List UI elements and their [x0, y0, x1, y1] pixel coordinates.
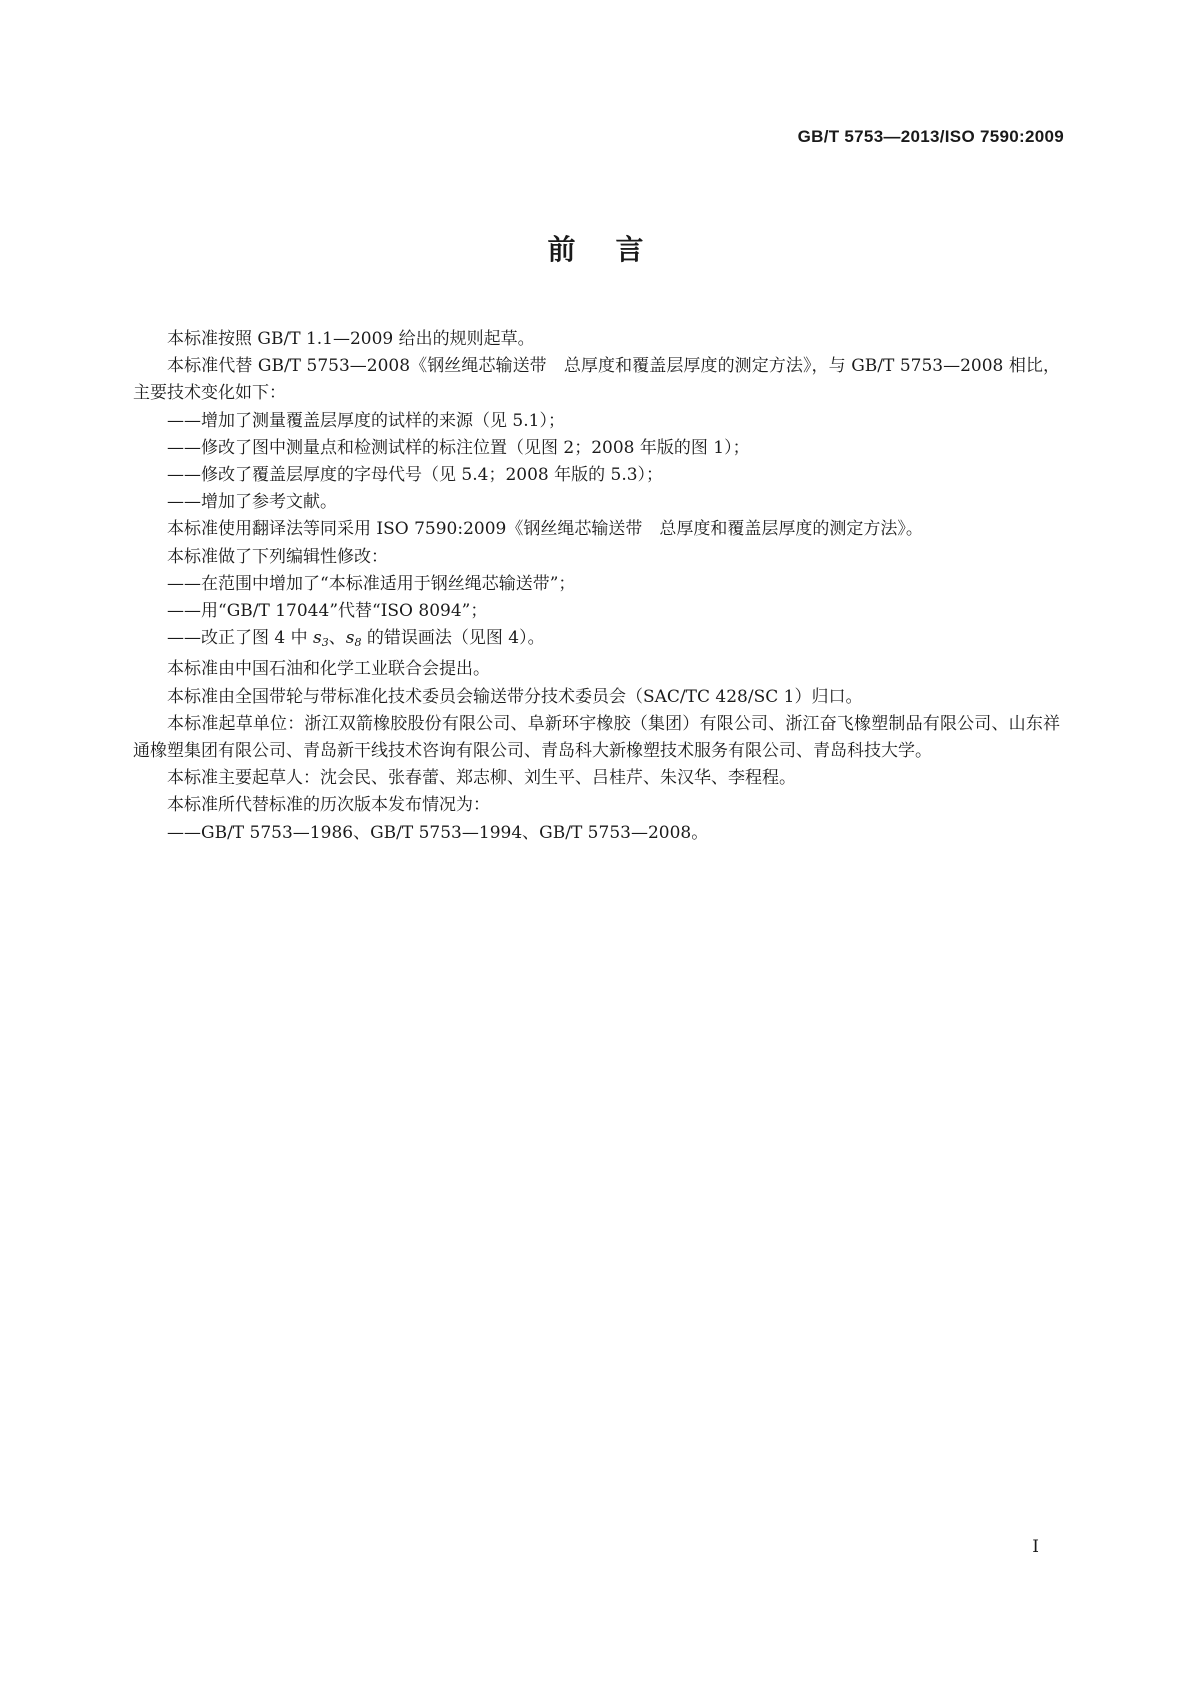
- erratum-suffix: 的错误画法（见图 4）。: [361, 628, 545, 649]
- page-number: I: [1032, 1537, 1039, 1557]
- erratum-prefix: ——改正了图 4 中: [167, 628, 314, 649]
- list-item: ——增加了测量覆盖层厚度的试样的来源（见 5.1）；: [167, 410, 565, 431]
- list-item: ——修改了图中测量点和检测试样的标注位置（见图 2；2008 年版的图 1）；: [167, 437, 750, 458]
- paragraph: 本标准做了下列编辑性修改：: [167, 546, 388, 567]
- page-title: 前言: [547, 233, 684, 266]
- subscript: 3: [321, 636, 329, 650]
- paragraph: 本标准按照 GB/T 1.1—2009 给出的规则起草。: [167, 329, 535, 349]
- paragraph: 本标准起草单位：浙江双箭橡胶股份有限公司、阜新环宇橡胶（集团）有限公司、浙江奋飞橡塑制品有限公司、山东祥通橡塑集团有限公司、青岛新干线技术咨询有限公司、青岛科大新橡塑技术服务有限公司、青岛科技大学。: [133, 713, 1060, 762]
- paragraph: 本标准主要起草人：沈会民、张春蕾、郑志柳、刘生平、吕桂芹、朱汉华、李程程。: [167, 768, 796, 789]
- paragraph: 本标准由全国带轮与带标准化技术委员会输送带分技术委员会（SAC/TC 428/SC 1）归口。: [167, 686, 863, 707]
- subscript: 8: [354, 636, 362, 650]
- list-item: ——增加了参考文献。: [167, 492, 337, 513]
- list-item-erratum: [133, 625, 1060, 656]
- separator: 、: [328, 628, 346, 649]
- symbol-s: s: [313, 628, 322, 649]
- list-item: ——GB/T 5753—1986、GB/T 5753—1994、GB/T 5753—2008。: [167, 822, 709, 843]
- list-item: ——用“GB/T 17044”代替“ISO 8094”；: [167, 601, 488, 622]
- paragraph: 本标准使用翻译法等同采用 ISO 7590:2009《钢丝绳芯输送带 总厚度和覆盖层厚度的测定方法》。: [167, 519, 923, 540]
- foreword-body: [133, 326, 1060, 847]
- symbol-s: s: [345, 628, 355, 649]
- paragraph: 本标准由中国石油和化学工业联合会提出。: [167, 659, 490, 680]
- paragraph: 本标准所代替标准的历次版本发布情况为：: [167, 795, 490, 816]
- standard-code-header: GB/T 5753—2013/ISO 7590:2009: [797, 127, 1064, 146]
- paragraph: 本标准代替 GB/T 5753—2008《钢丝绳芯输送带 总厚度和覆盖层厚度的测定方法》，与 GB/T 5753—2008 相比，主要技术变化如下：: [133, 356, 1060, 404]
- list-item: ——在范围中增加了“本标准适用于钢丝绳芯输送带”；: [167, 573, 576, 594]
- list-item: ——修改了覆盖层厚度的字母代号（见 5.4；2008 年版的 5.3）；: [167, 465, 664, 486]
